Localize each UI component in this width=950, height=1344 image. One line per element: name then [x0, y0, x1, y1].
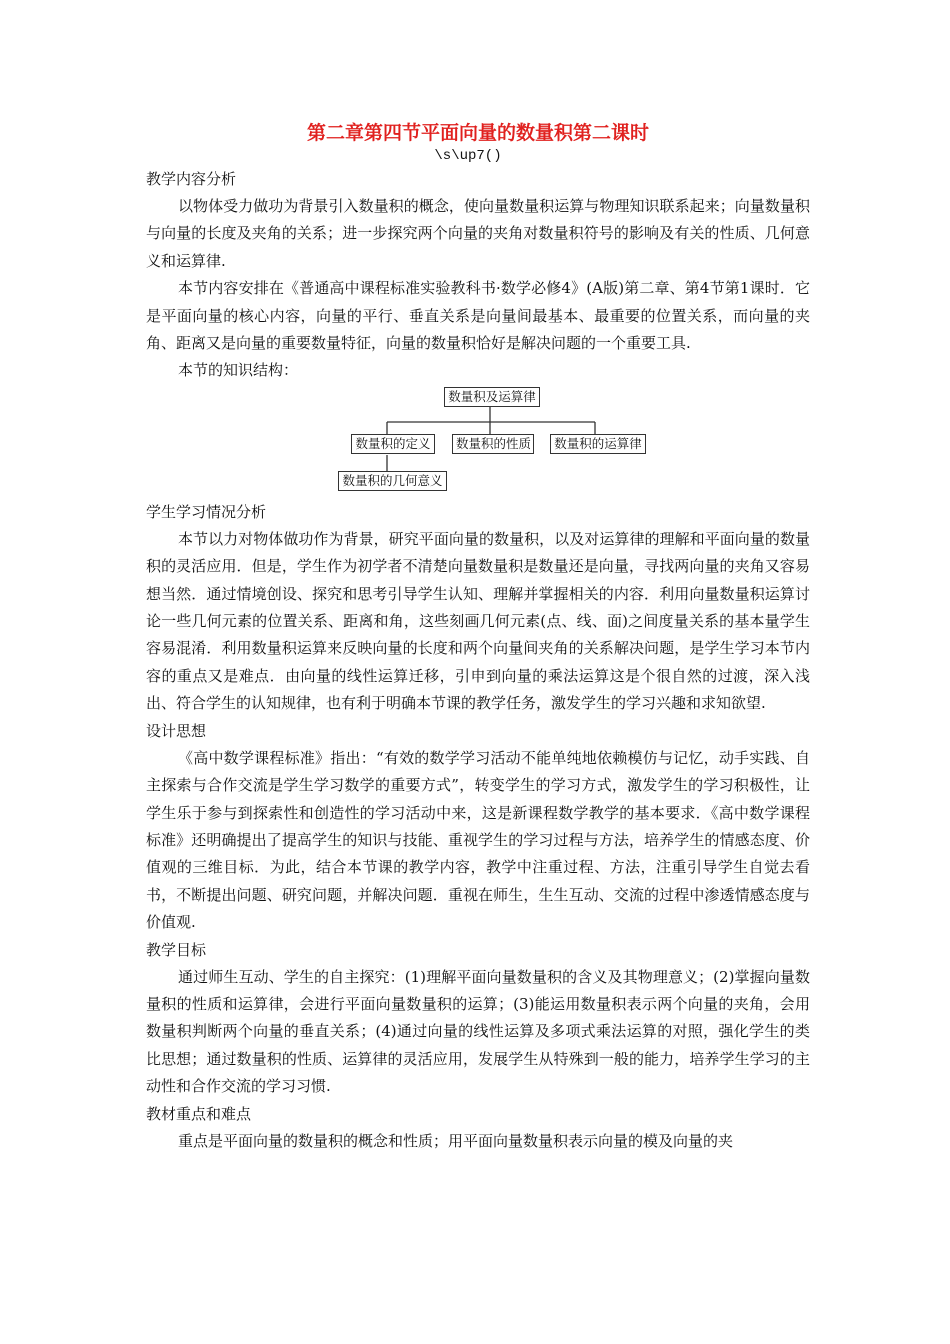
knowledge-structure-diagram — [146, 387, 810, 499]
heading-objectives: 教学目标 — [146, 940, 207, 959]
paragraph: 以物体受力做功为背景引入数量积的概念，使向量数量积运算与物理知识联系起来；向量数量积与向量的长度及夹角的关系；进一步探究两个向量的夹角对数量积符号的影响及有关的性质、几何意义和运算律. — [146, 197, 810, 270]
heading-student-analysis: 学生学习情况分析 — [146, 502, 267, 521]
box-laws: 数量积的运算律 — [550, 434, 646, 454]
document-page — [146, 118, 810, 1155]
heading-key-points: 教材重点和难点 — [146, 1104, 252, 1123]
paragraph: 通过师生互动、学生的自主探究：(1)理解平面向量数量积的含义及其物理意义；(2)掌握向量数量积的性质和运算律，会进行平面向量数量积的运算；(3)能运用数量积表示两个向量的夹角，会用数量积判断两个向量的垂直关系；(4)通过向量的线性运算及多项式乘法运算的对照，强化学生的类比思想；通过数量积的性质、运算律的灵活应用，发展学生从特殊到一般的能力，培养学生学习的主动性和合作交流的学习习惯. — [146, 967, 810, 1096]
box-properties: 数量积的性质 — [452, 434, 534, 454]
paragraph: 本节以力对物体做功作为背景，研究平面向量的数量积，以及对运算律的理解和平面向量的数量积的灵活应用．但是，学生作为初学者不清楚向量数量积是数量还是向量，寻找两向量的夹角又容易想当然．通过情境创设、探究和思考引导学生认知、理解并掌握相关的内容．利用向量数量积运算讨论一些几何元素的位置关系、距离和角，这些刻画几何元素(点、线、面)之间度量关系的基本量学生容易混淆．利用数量积运算来反映向量的长度和两个向量间夹角的关系解决问题，是学生学习本节内容的重点又是难点．由向量的线性运算迁移，引申到向量的乘法运算这是个很自然的过渡，深入浅出、符合学生的认知规律，也有利于明确本节课的教学任务，激发学生的学习兴趣和求知欲望. — [146, 529, 810, 713]
heading-design-idea: 设计思想 — [146, 721, 207, 740]
paragraph: 重点是平面向量的数量积的概念和性质；用平面向量数量积表示向量的模及向量的夹 — [178, 1131, 734, 1150]
paragraph: 《高中数学课程标准》指出：“有效的数学学习活动不能单纯地依赖模仿与记忆，动手实践、自主探索与合作交流是学生学习数学的重要方式”，转变学生的学习方式，激发学生的学习积极性，让学生乐于参与到探索性和创造性的学习活动中来，这是新课程数学教学的基本要求．《高中数学课程标准》还明确提出了提高学生的知识与技能、重视学生的学习过程与方法，培养学生的情感态度、价值观的三维目标．为此，结合本节课的教学内容，教学中注重过程、方法，注重引导学生自觉去看书，不断提出问题、研究问题，并解决问题．重视在师生，生生互动、交流的过程中渗透情感态度与价值观. — [146, 748, 810, 932]
page-title: 第二章第四节平面向量的数量积第二课时 — [306, 122, 649, 144]
heading-content-analysis: 教学内容分析 — [146, 170, 237, 188]
box-root: 数量积及运算律 — [444, 387, 540, 407]
field-code-text: \s\up7() — [434, 148, 502, 164]
box-geometric: 数量积的几何意义 — [338, 471, 447, 491]
paragraph: 本节内容安排在《普通高中课程标准实验教科书·数学必修4》(A版)第二章、第4节第1课时．它是平面向量的核心内容，向量的平行、垂直关系是向量间最基本、最重要的位置关系，而向量的夹角、距离又是向量的重要数量特征，向量的数量积恰好是解决问题的一个重要工具. — [146, 279, 810, 353]
box-definition: 数量积的定义 — [351, 434, 435, 454]
paragraph: 本节的知识结构： — [178, 361, 299, 380]
